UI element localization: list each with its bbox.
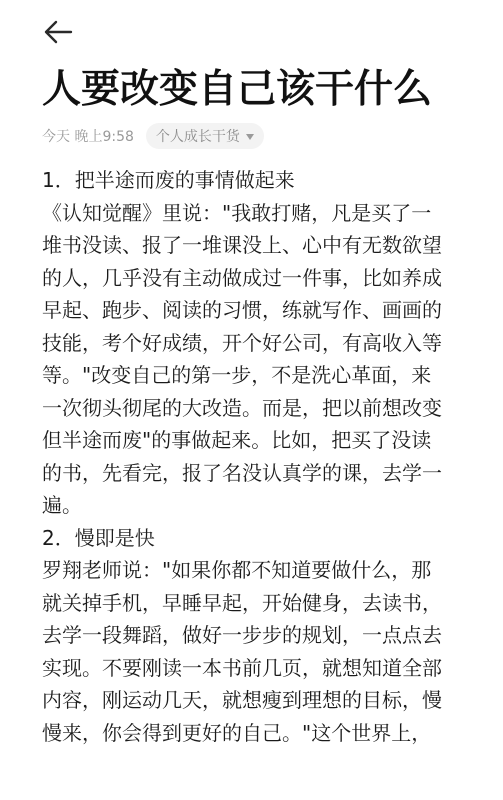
category-label: 个人成长干货: [155, 129, 240, 145]
body-line: 就关掉手机，早睡早起，开始健身，去读书，: [42, 590, 442, 615]
body-line: 罗翔老师说："如果你都不知道要做什么，那: [42, 558, 432, 582]
body-line: 内容，刚运动几天，就想瘦到理想的目标，慢: [42, 688, 442, 712]
article-body: [42, 164, 468, 749]
body-line: 慢来，你会得到更好的自己。"这个世界上，: [42, 720, 432, 745]
body-line: 技能，考个好成绩，开个好公司，有高收入等: [42, 330, 442, 355]
body-line: 的人，几乎没有主动做成过一件事，比如养成: [42, 265, 442, 290]
body-line: 一次彻头彻尾的大改造。而是，把以前想改变: [42, 395, 442, 420]
body-line: 堆书没读、报了一堆课没上、心中有无数欲望: [42, 233, 442, 257]
body-line: 等。"改变自己的第一步，不是洗心革面，来: [42, 363, 432, 387]
body-line: 早起、跑步、阅读的习惯，练就写作、画画的: [42, 298, 442, 322]
body-line: 去学一段舞蹈，做好一步步的规划，一点点去: [42, 623, 442, 647]
article-meta: [42, 122, 264, 150]
category-tag[interactable]: [146, 123, 264, 149]
body-line: 《认知觉醒》里说："我敢打赌，凡是买了一: [42, 200, 432, 225]
body-line: 实现。不要刚读一本书前几页，就想知道全部: [42, 655, 442, 680]
section-heading: 2．慢即是快: [42, 525, 155, 550]
back-button[interactable]: [40, 14, 76, 50]
body-line: 遍。: [42, 493, 82, 517]
body-line: 但半途而废"的事做起来。比如，把买了没读: [42, 428, 432, 452]
body-line: 的书，先看完，报了名没认真学的课，去学一: [42, 460, 442, 485]
caret-down-icon: [246, 134, 254, 140]
article-title: 人要改变自己该干什么: [42, 67, 433, 112]
article-time: 今天 晚上9:58: [42, 129, 134, 145]
back-arrow-icon: [43, 20, 73, 44]
top-bar: [0, 0, 503, 64]
section-heading: 1．把半途而废的事情做起来: [42, 168, 295, 192]
